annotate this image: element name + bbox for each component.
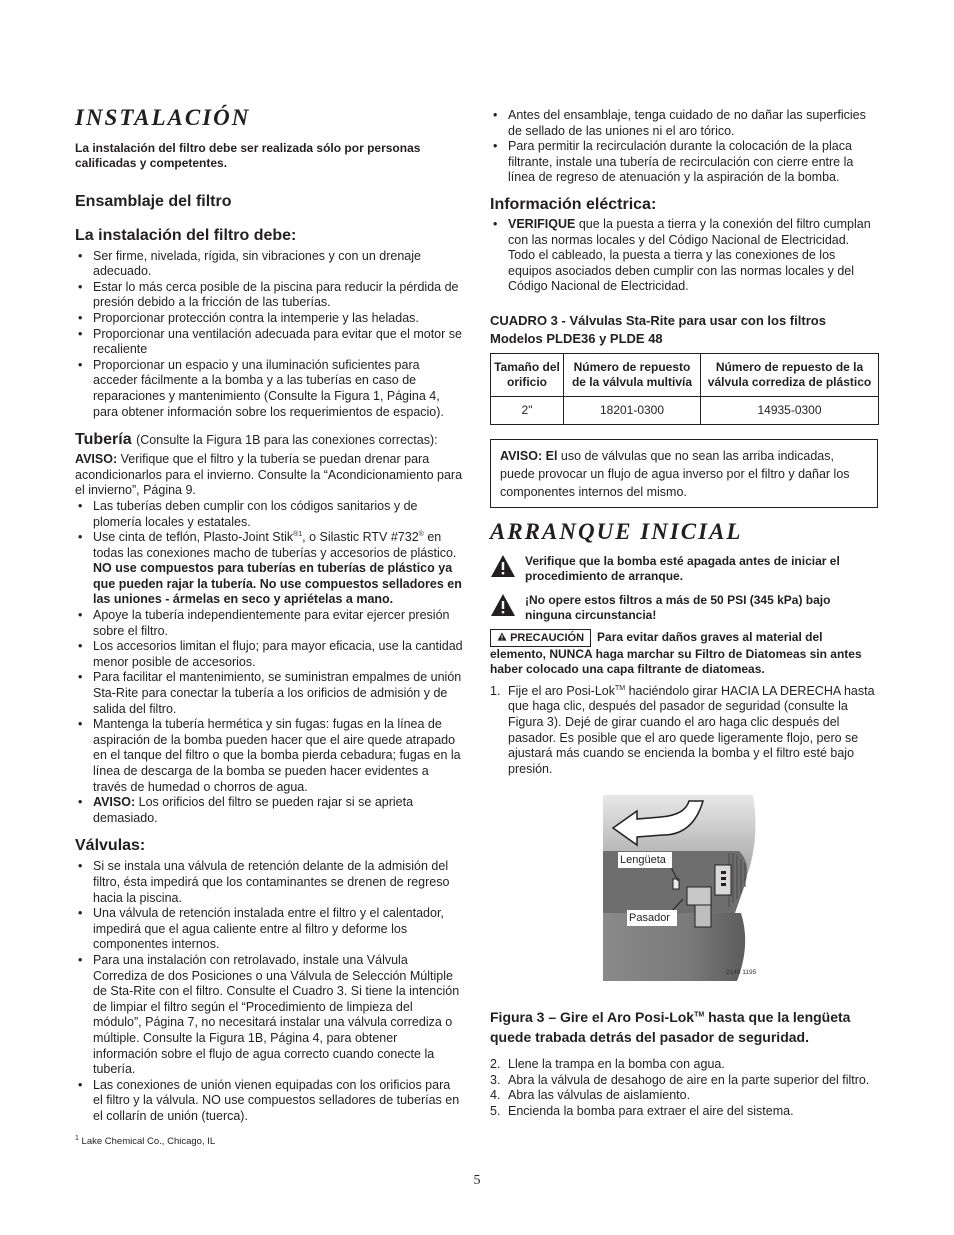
section-title-instalacion: INSTALACIÓN [75, 105, 251, 130]
list-instalacion-debe [75, 249, 463, 421]
steps-before-figure [490, 684, 878, 778]
list-item: • Para facilitar el mantenimiento, se suministran empalmes de unión Sta-Rite para conectar la tubería a los orificios de admisión y de salida del filtro. [75, 670, 463, 717]
tuberia-aviso: AVISO: Verifique que el filtro y la tubería se puedan drenar para acondicionarlos para el invierno. Consulte la “Acondicionamiento para el invierno”, Página 9. [75, 452, 463, 498]
list-item: • Para permitir la recirculación durante la colocación de la placa filtrante, instale una tubería de recirculación con cierre entre la línea de regreso de atenuación y la aspiración de la bomba. [490, 139, 878, 186]
intro-warning: La instalación del filtro debe ser realizada sólo por personas calificadas y competentes. [75, 141, 421, 171]
list-item: • Proporcionar una ventilación adecuada para evitar que el motor se recaliente [75, 327, 463, 358]
warning-triangle-icon [490, 554, 516, 578]
step-item [490, 1104, 878, 1120]
aviso-box: AVISO: El uso de válvulas que no sean las arriba indicadas, puede provocar un flujo de agua inverso por el filtro y dañar los componentes internos del mismo. [490, 439, 878, 508]
warning-max-pressure [490, 593, 878, 624]
step-text: Encienda la bomba para extraer el aire del sistema. [508, 1104, 794, 1119]
section-title-arranque: ARRANQUE INICIAL [490, 518, 743, 544]
caution-badge [490, 629, 591, 647]
figure-3 [603, 795, 761, 981]
figure-caption: Figura 3 – Gire el Aro Posi-Lok™ hasta que la lengüeta quede trabada detrás del pasador de seguridad. [490, 1009, 851, 1046]
table-cell: 14935-0300 [701, 396, 879, 424]
list-tuberia [75, 499, 463, 826]
list-item: • Apoye la tubería independientemente para evitar ejercer presión sobre el filtro. [75, 608, 463, 639]
step-text: Fije el aro Posi-Lok™ haciéndolo girar HACIA LA DERECHA hasta que haga clic, después del pasador de seguridad (consulte la Figura 3). Dejé de girar cuando el aro haga clic después del pasador. Es posible que el aro quede ligeramente flojo, pero se ajustará más cuando se encienda la bomba y el filtro esté bajo presión. [508, 683, 875, 776]
heading-informacion-electrica: Información eléctrica: [490, 195, 657, 213]
list-valvulas-continued [490, 108, 878, 186]
figure-label-lengueta: Lengüeta [620, 854, 666, 867]
list-item: • Ser firme, nivelada, rígida, sin vibraciones y con un drenaje adecuado. [75, 249, 463, 280]
step-text: Abra la válvula de desahogo de aire en la parte superior del filtro. [508, 1072, 870, 1087]
valve-table [490, 353, 879, 425]
step-number: 2. [490, 1057, 501, 1072]
warning-pump-off-text: Verifique que la bomba esté apagada antes de iniciar el procedimiento de arranque. [525, 553, 840, 584]
step-item [490, 1073, 878, 1089]
caution-label: PRECAUCIÓN [510, 632, 585, 645]
figure-code: 2149 1195 [726, 969, 757, 977]
step-number: 3. [490, 1072, 501, 1087]
figure-label-pasador: Pasador [629, 912, 670, 925]
page-number: 5 [473, 1173, 481, 1188]
table-row [491, 396, 879, 424]
caution-paragraph [490, 629, 878, 678]
table-title: CUADRO 3 - Válvulas Sta-Rite para usar con los filtros Modelos PLDE36 y PLDE 48 [490, 312, 826, 346]
table-body [491, 396, 879, 424]
list-item: • Estar lo más cerca posible de la piscina para reducir la pérdida de presión debido a la fricción de las tuberías. [75, 280, 463, 311]
footnote [75, 1136, 463, 1148]
heading-valvulas: Válvulas: [75, 837, 146, 855]
step-1 [490, 684, 878, 778]
step-number: 5. [490, 1104, 501, 1119]
warning-triangle-icon [490, 593, 516, 617]
left-column [75, 104, 463, 1148]
heading-ensamblaje: Ensamblaje del filtro [75, 192, 232, 210]
list-item: • Use cinta de teflón, Plasto-Joint Stik$^{®1}$, o Silastic RTV #732® en todas las conexiones macho de tuberías y accesorios de plástico. NO use compuestos para tuberías en tuberías de plástico ya que pueden rajar la tubería. No use compuestos selladores en las uniones - ármelas en seco y apriételas a mano. [75, 530, 463, 608]
list-item: • Antes del ensamblaje, tenga cuidado de no dañar las superficies de sellado de las uniones ni el aro tórico. [490, 108, 878, 139]
heading-instalacion-debe: La instalación del filtro debe: [75, 226, 297, 244]
warning-max-pressure-text: ¡No opere estos filtros a más de 50 PSI (345 kPa) bajo ninguna circunstancia! [525, 592, 831, 622]
table-header-row [491, 353, 879, 396]
step-item [490, 1088, 878, 1104]
step-number: 1. [490, 683, 501, 698]
list-item: • Los accesorios limitan el flujo; para mayor eficacia, use la cantidad menor posible de accesorios. [75, 639, 463, 670]
table-cell: 18201-0300 [564, 396, 701, 424]
step-number: 4. [490, 1088, 501, 1103]
warning-pump-off [490, 554, 878, 585]
list-electrica [490, 217, 878, 295]
step-text: Abra las válvulas de aislamiento. [508, 1088, 691, 1103]
list-item: • Si se instala una válvula de retención delante de la admisión del filtro, ésta impedirá que los contaminantes se drenen de regreso hacia la piscina. [75, 859, 463, 906]
list-item: • Proporcionar protección contra la intemperie y las heladas. [75, 311, 463, 327]
list-item: • Mantenga la tubería hermética y sin fugas: fugas en la línea de aspiración de la bomba pueden hacer que el aire quede atrapado en el tanque del filtro o que la bomba pierda cebadura; fugas en la línea de descarga de la bomba se pueden hacer evidentes a través de humedad o chorros de agua. [75, 717, 463, 795]
right-column [490, 108, 878, 1120]
list-item: • Para una instalación con retrolavado, instale una Válvula Corrediza de dos Posiciones o una Válvula de Selección Múltiple de Sta-Rite con el filtro. Consulte el Cuadro 3. Si tiene la intención de limpiar el filtro según el “Procedimiento de limpieza del módulo”, Página 7, no necesitará instalar una válvula corrediza o múltiple. Consulte la Figura 1B, Página 4, para obtener información sobre el flujo de agua correcto cuando conecte la tubería. [75, 953, 463, 1078]
steps-after-figure [490, 1057, 878, 1119]
step-item [490, 1057, 878, 1073]
list-item: • AVISO: Los orificios del filtro se pueden rajar si se aprieta demasiado. [75, 795, 463, 826]
filter-illustration [603, 795, 761, 981]
step-text: Llene la trampa en la bomba con agua. [508, 1057, 725, 1072]
list-valvulas [75, 859, 463, 1124]
list-item: • Las conexiones de unión vienen equipadas con los orificios para el filtro y la válvula. NO use compuestos selladores de tuberías en el collarín de unión (tuerca). [75, 1078, 463, 1125]
list-item: • Proporcionar un espacio y una iluminación suficientes para acceder fácilmente a la bomba y a las tuberías en caso de reparaciones y mantenimiento (Consulte la Figura 1, Página 4, para obtener información sobre los requerimientos de espacio). [75, 358, 463, 420]
heading-tuberia-note: (Consulte la Figura 1B para las conexiones correctas): [136, 433, 438, 448]
heading-tuberia-label: Tubería [75, 431, 132, 449]
list-item: • VERIFIQUE que la puesta a tierra y la conexión del filtro cumplan con las normas locales y del Código Nacional de Electricidad. Todo el cableado, la puesta a tierra y las conexiones de los equipos asociados deben cumplir con las normas locales y del Código Nacional de Electricidad. [490, 217, 878, 295]
caution-text: Para evitar daños graves al material del elemento, NUNCA haga marchar su Filtro de Diatomeas sin antes haber colocado una capa filtrante de diatomeas. [490, 630, 862, 677]
footnote-text: Lake Chemical Co., Chicago, IL [81, 1136, 216, 1148]
list-item: • Una válvula de retención instalada entre el filtro y el calentador, impedirá que el agua caliente entre al filtro y deforme los componentes internos. [75, 906, 463, 953]
table-cell: 2" [491, 396, 564, 424]
table-header-cell: Número de repuesto de la válvula multivía [564, 353, 701, 396]
table-header-cell: Número de repuesto de la válvula corrediza de plástico [701, 353, 879, 396]
heading-tuberia [75, 430, 463, 450]
caution-triangle-icon [497, 632, 507, 641]
table-header-cell: Tamaño del orificio [491, 353, 564, 396]
list-item: • Las tuberías deben cumplir con los códigos sanitarios y de plomería locales y estatales. [75, 499, 463, 530]
footnote-mark: 1 [75, 1135, 79, 1143]
